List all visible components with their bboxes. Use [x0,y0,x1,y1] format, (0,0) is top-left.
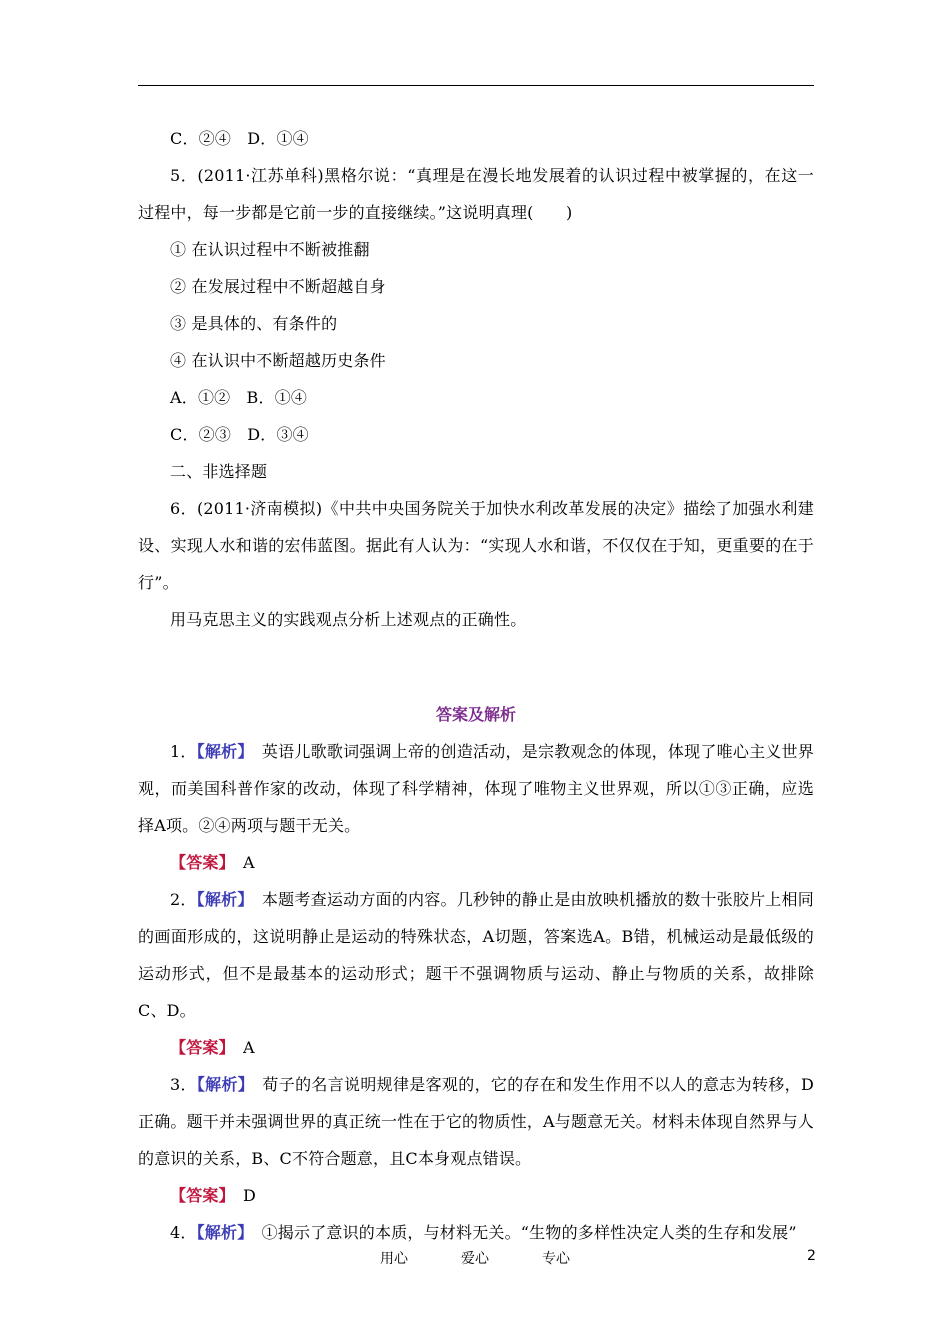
analysis-tag: 【解析】 [196,890,246,909]
answer-1-answer-text: A [226,853,255,872]
answer-2-analysis-text: 本题考查运动方面的内容。几秒钟的静止是由放映机播放的数十张胶片上相同的画面形成的，这说明静止是运动的特殊状态，A切题，答案选A。B错，机械运动是最低级的运动形式，但不是最基本的运动形式；题干不强调物质与运动、静止与物质的关系，故排除C、D。 [138,890,814,1020]
answer-1-analysis-text: 英语儿歌歌词强调上帝的创造活动，是宗教观念的体现，体现了唯心主义世界观，而美国科普作家的改动，体现了科学精神，体现了唯物主义世界观，所以①③正确，应选择A项。②④两项与题干无关。 [138,742,814,835]
answer-tag: 【答案】 [170,1038,227,1057]
footer-motto-3: 专心 [542,1251,570,1267]
header-rule [138,85,814,86]
q4-options-cd: C．②④ D．①④ [170,129,309,148]
q5-item-1: ① 在认识过程中不断被推翻 [170,240,370,259]
answer-4-analysis [138,1214,814,1251]
answer-1-analysis [138,733,814,844]
footer-motto-2: 爱心 [461,1251,489,1267]
answer-2-answer [138,1029,814,1066]
answer-1-answer [138,844,814,881]
footer-motto-1: 用心 [380,1251,408,1267]
answers-heading: 答案及解析 [435,705,516,724]
q5-item-3: ③ 是具体的、有条件的 [170,314,338,333]
q6-stem: 6．(2011·济南模拟)《中共中央国务院关于加快水利改革发展的决定》描绘了加强水利建设、实现人水和谐的宏伟蓝图。据此有人认为：“实现人水和谐，不仅仅在于知，更重要的在于行”。 [138,499,814,592]
q5-options-cd: C．②③ D．③④ [170,425,309,444]
answer-2-analysis [138,881,814,1029]
answer-3-answer [138,1177,814,1214]
q6-task: 用马克思主义的实践观点分析上述观点的正确性。 [170,610,527,629]
analysis-tag: 【解析】 [196,1075,247,1094]
answer-4-analysis-text: ①揭示了意识的本质，与材料无关。“生物的多样性决定人类的生存和发展” [245,1223,797,1242]
answer-4-num: 4． [170,1223,197,1242]
analysis-tag: 【解析】 [196,1223,246,1242]
answer-tag: 【答案】 [170,1186,227,1205]
answer-2-num: 2． [170,890,197,909]
answer-3-analysis [138,1066,814,1177]
footer-motto [380,1248,570,1268]
page-content [138,120,814,1251]
page-number: 2 [807,1248,816,1264]
answer-tag: 【答案】 [170,853,227,872]
answer-1-num: 1． [170,742,197,761]
q5-item-2: ② 在发展过程中不断超越自身 [170,277,386,296]
answer-2-answer-text: A [226,1038,255,1057]
answer-3-analysis-text: 荀子的名言说明规律是客观的，它的存在和发生作用不以人的意志为转移，D正确。题干并未强调世界的真正统一性在于它的物质性，A与题意无关。材料未体现自然界与人的意识的关系，B、C不符合题意，且C本身观点错误。 [138,1075,814,1168]
answer-3-num: 3． [170,1075,197,1094]
q5-options-ab: A．①② B．①④ [170,388,308,407]
section-title-non-choice: 二、非选择题 [170,462,268,481]
q5-item-4: ④ 在认识中不断超越历史条件 [170,351,386,370]
section-gap [138,638,814,696]
analysis-tag: 【解析】 [196,742,246,761]
q5-stem: 5．(2011·江苏单科)黑格尔说：“真理是在漫长地发展着的认识过程中被掌握的，在这一过程中，每一步都是它前一步的直接继续。”这说明真理( ) [138,166,814,222]
answer-3-answer-text: D [226,1186,257,1205]
